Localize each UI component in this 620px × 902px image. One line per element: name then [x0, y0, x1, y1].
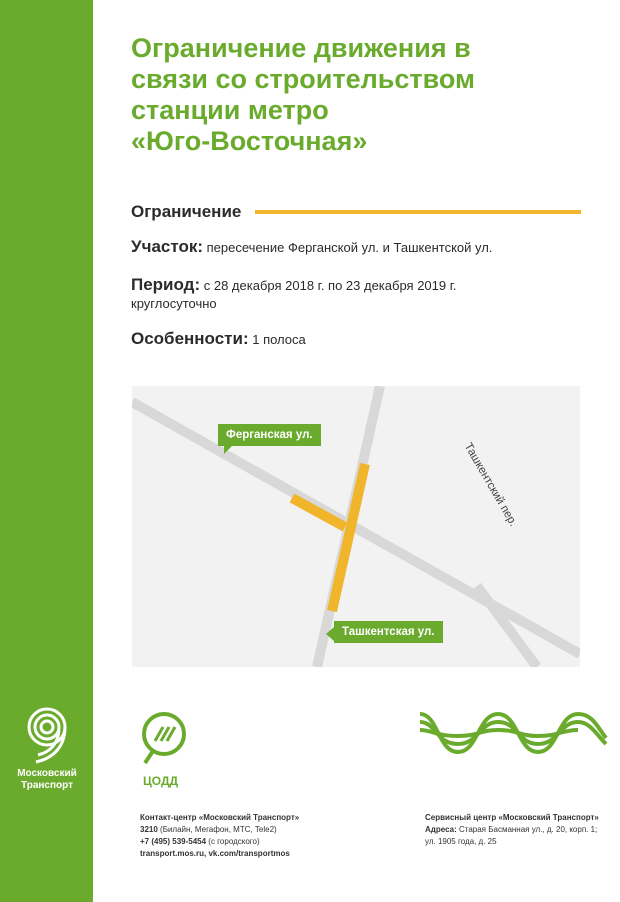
contact-web[interactable]: transport.mos.ru, vk.com/transportmos	[140, 849, 290, 858]
map-label-tashkent: Ташкентская ул.	[334, 621, 443, 643]
field-period-value-2: круглосуточно	[131, 296, 217, 311]
contact-short-note: (Билайн, Мегафон, МТС, Tele2)	[160, 825, 277, 834]
field-features-label: Особенности:	[131, 329, 249, 348]
contact-short-line	[140, 824, 390, 836]
codd-name: ЦОДД	[143, 774, 179, 788]
map-label-fergana: Ферганская ул.	[218, 424, 321, 446]
map	[132, 386, 580, 667]
section-divider	[255, 210, 581, 214]
restriction-tashkent	[332, 464, 365, 611]
field-period-label: Период:	[131, 275, 201, 294]
codd-logo	[137, 709, 197, 788]
contact-short-number: 3210	[140, 825, 158, 834]
map-label-tashkent-lane: Ташкентский пер.	[461, 441, 520, 529]
field-period-value: с 28 декабря 2018 г. по 23 декабря 2019 г.	[203, 278, 457, 293]
moscow-wave-logo	[418, 708, 608, 758]
section-label: Ограничение	[131, 202, 242, 221]
field-area	[131, 238, 581, 257]
moscow-transport-logo	[12, 706, 82, 792]
service-address-2: ул. 1905 года, д. 25	[425, 837, 497, 846]
green-sidebar	[0, 0, 93, 902]
field-area-value: пересечение Ферганской ул. и Ташкентской ул.	[206, 240, 493, 255]
service-address-label: Адреса:	[425, 825, 457, 834]
moscow-transport-name: Московский Транспорт	[17, 768, 77, 791]
contact-phone-line	[140, 836, 390, 848]
service-title: Сервисный центр «Московский Транспорт»	[425, 813, 599, 822]
service-center-block	[425, 812, 615, 848]
service-address-line	[425, 824, 615, 836]
contact-phone[interactable]: +7 (495) 539-5454	[140, 837, 207, 846]
contact-phone-note: (с городского)	[208, 837, 260, 846]
field-area-label: Участок:	[131, 237, 204, 256]
codd-icon	[137, 709, 191, 765]
moscow-transport-9-icon	[24, 706, 70, 764]
field-features	[131, 330, 581, 349]
contact-title: Контакт-центр «Московский Транспорт»	[140, 813, 300, 822]
road-fergana	[132, 402, 580, 654]
page-title: Ограничение движения в связи со строительством станции метро «Юго-Восточная»	[131, 33, 475, 156]
field-period	[131, 276, 581, 313]
section-header	[131, 200, 581, 224]
service-address: Старая Басманная ул., д. 20, корп. 1;	[458, 825, 598, 834]
field-features-value: 1 полоса	[252, 332, 306, 347]
contact-center-block	[140, 812, 390, 860]
